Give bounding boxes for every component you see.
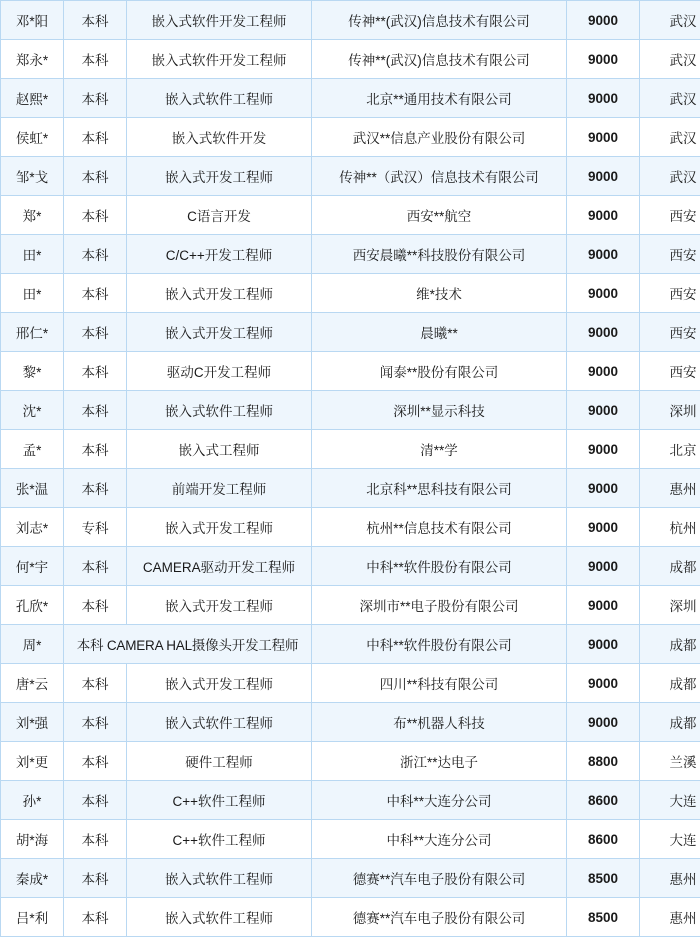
cell-name: 刘志* — [1, 508, 64, 547]
table-row — [1, 820, 700, 859]
cell-salary: 9000 — [567, 157, 640, 196]
table-row — [1, 118, 700, 157]
table-row — [1, 742, 700, 781]
cell-company: 北京科**思科技有限公司 — [312, 469, 567, 508]
cell-city: 西安 — [640, 352, 700, 391]
cell-education: 本科 — [64, 352, 127, 391]
table-row — [1, 664, 700, 703]
cell-salary: 9000 — [567, 196, 640, 235]
cell-education: 本科 — [64, 235, 127, 274]
cell-name: 孟* — [1, 430, 64, 469]
cell-education: 本科 — [64, 313, 127, 352]
cell-education: 本科 — [64, 547, 127, 586]
cell-education: 本科 — [64, 1, 127, 40]
table-row — [1, 391, 700, 430]
cell-name: 周* — [1, 625, 64, 664]
cell-city: 深圳 — [640, 586, 700, 625]
table-body — [1, 1, 700, 937]
cell-salary: 9000 — [567, 391, 640, 430]
cell-company: 深圳**显示科技 — [312, 391, 567, 430]
cell-company: 布**机器人科技 — [312, 703, 567, 742]
table-row — [1, 274, 700, 313]
cell-city: 武汉 — [640, 1, 700, 40]
cell-company: 维*技术 — [312, 274, 567, 313]
cell-salary: 9000 — [567, 1, 640, 40]
cell-name: 田* — [1, 274, 64, 313]
cell-education: 本科 — [64, 742, 127, 781]
cell-salary: 9000 — [567, 79, 640, 118]
cell-job: C++软件工程师 — [127, 820, 312, 859]
table-row — [1, 40, 700, 79]
cell-company: 西安**航空 — [312, 196, 567, 235]
table-row — [1, 859, 700, 898]
cell-city: 惠州 — [640, 898, 700, 937]
table-row — [1, 313, 700, 352]
cell-job: 嵌入式软件工程师 — [127, 898, 312, 937]
cell-city: 成都 — [640, 664, 700, 703]
cell-salary: 9000 — [567, 40, 640, 79]
cell-company: 德赛**汽车电子股份有限公司 — [312, 859, 567, 898]
table-row — [1, 235, 700, 274]
cell-salary: 9000 — [567, 469, 640, 508]
cell-job: 本科 CAMERA HAL摄像头开发工程师 — [64, 625, 312, 664]
cell-education: 本科 — [64, 79, 127, 118]
table-row — [1, 352, 700, 391]
cell-education: 本科 — [64, 469, 127, 508]
cell-salary: 9000 — [567, 274, 640, 313]
cell-company: 中科**大连分公司 — [312, 781, 567, 820]
cell-city: 武汉 — [640, 79, 700, 118]
cell-name: 何*宇 — [1, 547, 64, 586]
cell-company: 德赛**汽车电子股份有限公司 — [312, 898, 567, 937]
cell-education: 本科 — [64, 157, 127, 196]
cell-job: CAMERA驱动开发工程师 — [127, 547, 312, 586]
cell-company: 北京**通用技术有限公司 — [312, 79, 567, 118]
cell-company: 杭州**信息技术有限公司 — [312, 508, 567, 547]
cell-name: 赵熙* — [1, 79, 64, 118]
table-row — [1, 508, 700, 547]
cell-education: 本科 — [64, 898, 127, 937]
cell-salary: 9000 — [567, 508, 640, 547]
table-row — [1, 157, 700, 196]
cell-job: C++软件工程师 — [127, 781, 312, 820]
table-row — [1, 196, 700, 235]
cell-salary: 9000 — [567, 703, 640, 742]
cell-name: 黎* — [1, 352, 64, 391]
cell-job: 驱动C开发工程师 — [127, 352, 312, 391]
cell-job: C语言开发 — [127, 196, 312, 235]
cell-city: 惠州 — [640, 469, 700, 508]
cell-name: 秦成* — [1, 859, 64, 898]
cell-education: 本科 — [64, 703, 127, 742]
cell-salary: 9000 — [567, 118, 640, 157]
cell-name: 唐*云 — [1, 664, 64, 703]
cell-job: 前端开发工程师 — [127, 469, 312, 508]
cell-city: 杭州 — [640, 508, 700, 547]
cell-job: 嵌入式软件开发工程师 — [127, 40, 312, 79]
cell-job: C/C++开发工程师 — [127, 235, 312, 274]
cell-name: 邓*阳 — [1, 1, 64, 40]
cell-salary: 9000 — [567, 664, 640, 703]
cell-job: 嵌入式软件工程师 — [127, 79, 312, 118]
cell-education: 本科 — [64, 274, 127, 313]
cell-salary: 9000 — [567, 352, 640, 391]
cell-job: 嵌入式开发工程师 — [127, 586, 312, 625]
table-row — [1, 1, 700, 40]
cell-name: 邹*戈 — [1, 157, 64, 196]
cell-city: 西安 — [640, 274, 700, 313]
cell-education: 本科 — [64, 391, 127, 430]
cell-salary: 8500 — [567, 859, 640, 898]
cell-education: 本科 — [64, 40, 127, 79]
cell-job: 嵌入式开发工程师 — [127, 508, 312, 547]
cell-name: 侯虹* — [1, 118, 64, 157]
cell-salary: 9000 — [567, 430, 640, 469]
cell-job: 嵌入式软件工程师 — [127, 859, 312, 898]
cell-job: 嵌入式软件工程师 — [127, 703, 312, 742]
cell-job: 嵌入式软件开发 — [127, 118, 312, 157]
cell-company: 清**学 — [312, 430, 567, 469]
table-row — [1, 469, 700, 508]
cell-education: 本科 — [64, 859, 127, 898]
cell-city: 深圳 — [640, 391, 700, 430]
cell-name: 邢仁* — [1, 313, 64, 352]
table-row — [1, 79, 700, 118]
cell-company: 传神**(武汉)信息技术有限公司 — [312, 40, 567, 79]
cell-company: 晨曦** — [312, 313, 567, 352]
cell-job: 嵌入式开发工程师 — [127, 313, 312, 352]
cell-education: 本科 — [64, 118, 127, 157]
table-row — [1, 547, 700, 586]
cell-company: 中科**软件股份有限公司 — [312, 547, 567, 586]
cell-salary: 9000 — [567, 235, 640, 274]
cell-city: 武汉 — [640, 40, 700, 79]
cell-name: 田* — [1, 235, 64, 274]
cell-city: 北京 — [640, 430, 700, 469]
cell-name: 吕*利 — [1, 898, 64, 937]
cell-name: 沈* — [1, 391, 64, 430]
cell-company: 西安晨曦**科技股份有限公司 — [312, 235, 567, 274]
cell-job: 嵌入式软件工程师 — [127, 391, 312, 430]
cell-education: 本科 — [64, 430, 127, 469]
cell-city: 武汉 — [640, 118, 700, 157]
table-row — [1, 625, 700, 664]
cell-city: 大连 — [640, 820, 700, 859]
cell-company: 四川**科技有限公司 — [312, 664, 567, 703]
cell-job: 嵌入式软件开发工程师 — [127, 1, 312, 40]
table-row — [1, 586, 700, 625]
cell-job: 硬件工程师 — [127, 742, 312, 781]
cell-salary: 9000 — [567, 625, 640, 664]
cell-company: 武汉**信息产业股份有限公司 — [312, 118, 567, 157]
cell-name: 孙* — [1, 781, 64, 820]
cell-company: 闻泰**股份有限公司 — [312, 352, 567, 391]
cell-name: 刘*强 — [1, 703, 64, 742]
cell-city: 惠州 — [640, 859, 700, 898]
cell-city: 成都 — [640, 547, 700, 586]
cell-name: 张*温 — [1, 469, 64, 508]
table-row — [1, 430, 700, 469]
cell-education: 本科 — [64, 664, 127, 703]
cell-job: 嵌入式开发工程师 — [127, 274, 312, 313]
cell-education: 本科 — [64, 820, 127, 859]
cell-salary: 8800 — [567, 742, 640, 781]
cell-education: 本科 — [64, 781, 127, 820]
cell-company: 深圳市**电子股份有限公司 — [312, 586, 567, 625]
cell-salary: 9000 — [567, 547, 640, 586]
cell-city: 西安 — [640, 235, 700, 274]
cell-job: 嵌入式工程师 — [127, 430, 312, 469]
cell-job: 嵌入式开发工程师 — [127, 157, 312, 196]
cell-city: 大连 — [640, 781, 700, 820]
cell-salary: 8500 — [567, 898, 640, 937]
cell-company: 传神**(武汉)信息技术有限公司 — [312, 1, 567, 40]
table-row — [1, 703, 700, 742]
cell-city: 西安 — [640, 313, 700, 352]
cell-name: 郑永* — [1, 40, 64, 79]
cell-name: 刘*更 — [1, 742, 64, 781]
cell-name: 郑* — [1, 196, 64, 235]
cell-city: 成都 — [640, 625, 700, 664]
cell-company: 浙江**达电子 — [312, 742, 567, 781]
cell-education: 本科 — [64, 586, 127, 625]
cell-name: 孔欣* — [1, 586, 64, 625]
table-row — [1, 781, 700, 820]
table-row — [1, 898, 700, 937]
cell-company: 中科**软件股份有限公司 — [312, 625, 567, 664]
cell-city: 成都 — [640, 703, 700, 742]
cell-company: 传神**（武汉）信息技术有限公司 — [312, 157, 567, 196]
cell-salary: 8600 — [567, 820, 640, 859]
cell-city: 武汉 — [640, 157, 700, 196]
cell-salary: 9000 — [567, 586, 640, 625]
cell-salary: 8600 — [567, 781, 640, 820]
cell-education: 本科 — [64, 196, 127, 235]
cell-job: 嵌入式开发工程师 — [127, 664, 312, 703]
cell-company: 中科**大连分公司 — [312, 820, 567, 859]
cell-education: 专科 — [64, 508, 127, 547]
cell-salary: 9000 — [567, 313, 640, 352]
cell-city: 兰溪 — [640, 742, 700, 781]
cell-city: 西安 — [640, 196, 700, 235]
cell-name: 胡*海 — [1, 820, 64, 859]
